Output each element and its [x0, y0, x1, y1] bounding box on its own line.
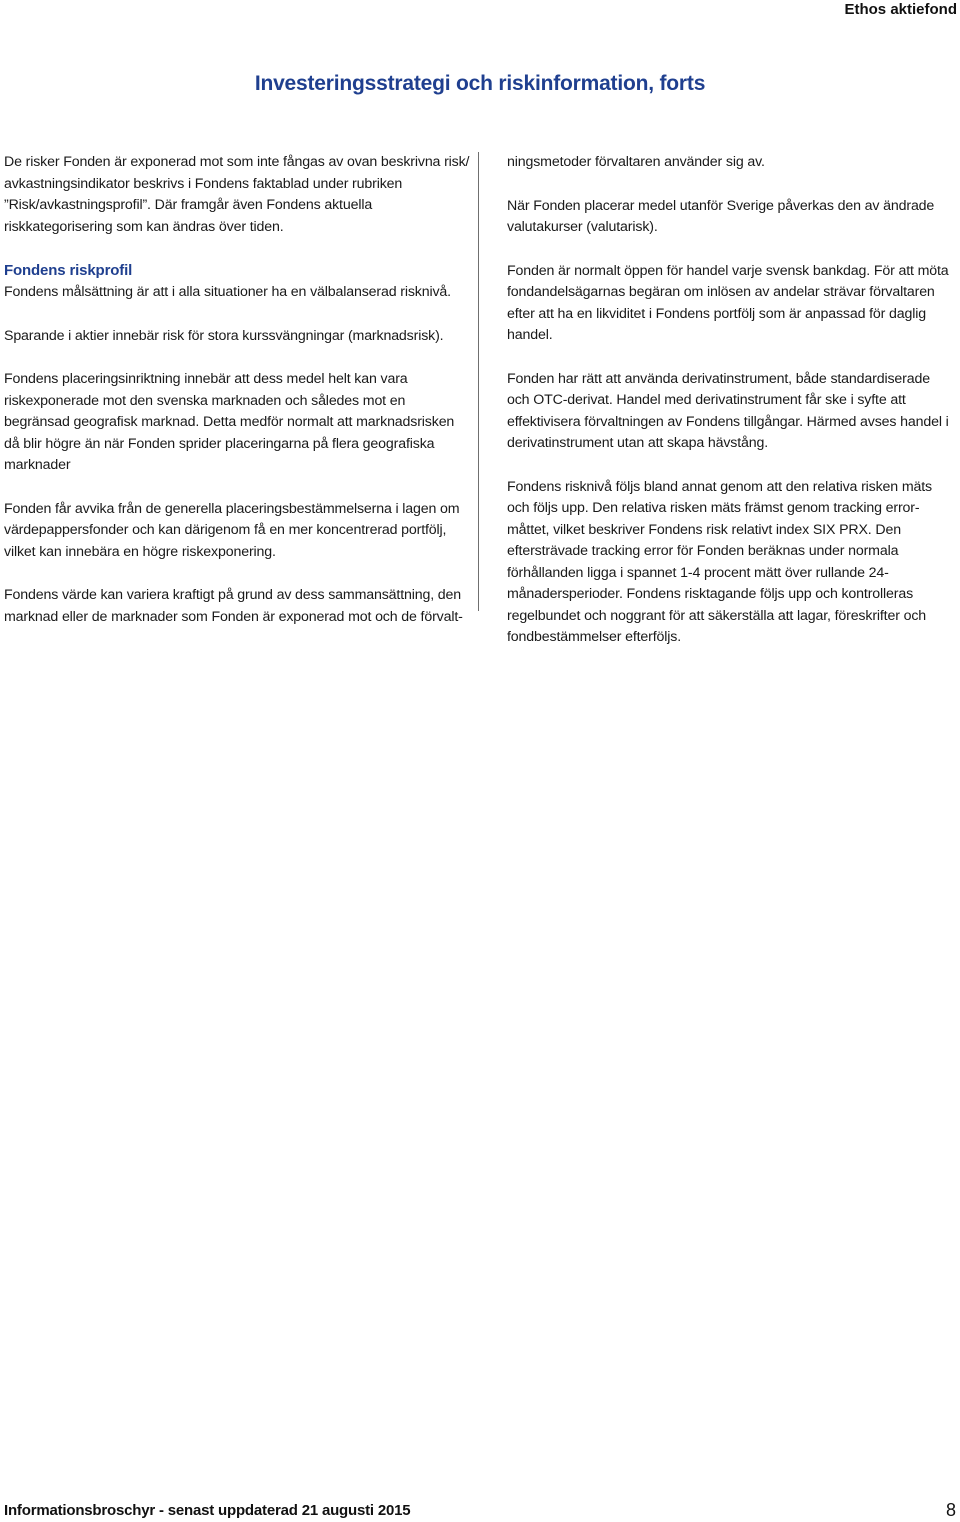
- paragraph-malsattning: Fondens målsättning är att i alla situationer ha en välbalanserad risknivå.: [4, 284, 451, 300]
- paragraph-tracking-error: Fondens risknivå följs bland annat genom att den relativa risken mäts och följs upp. Den relativa risken mäts främst genom tracking error-måttet, vilket beskriver Fondens risk relativt index SIX PRX. Den eftersträvade tracking error för Fonden beräknas under normala förhållanden ligga i spannet 1-4 procent mätt över rullande 24-månadersperioder. Fondens risktagande följs upp och kontrolleras regelbundet och noggrant för att säkerställa att lagar, föreskrifter och fondbestämmelser efterföljs.: [507, 478, 932, 645]
- right-column: [507, 152, 955, 649]
- paragraph-marknadsrisk: Sparande i aktier innebär risk för stora kurssvängningar (marknadsrisk).: [4, 327, 444, 344]
- paragraph-placeringsbestammelser: Fonden får avvika från de generella placeringsbestämmelserna i lagen om värdepappersfonder och kan därigenom få en mer koncentrerad portfölj, vilket kan innebära en högre riskexponering.: [4, 500, 460, 560]
- column-divider: [478, 152, 479, 611]
- section-heading-riskprofil: Fondens riskprofil: [4, 262, 133, 279]
- paragraph-likviditet: Fonden är normalt öppen för handel varje svensk bankdag. För att möta fondandelsägarnas begäran om inlösen av andelar strävar förvaltaren efter att ha en likviditet i Fondens portfölj som är anpassad för daglig handel.: [507, 262, 949, 343]
- paragraph-fondens-varde: Fondens värde kan variera kraftigt på grund av dess sammansättning, den marknad eller de marknader som Fonden är exponerad mot och de förvalt-: [4, 587, 463, 625]
- page-title: Investeringsstrategi och riskinformation, forts: [254, 72, 706, 95]
- paragraph-forvaltningsmetoder: ningsmetoder förvaltaren använder sig av.: [507, 154, 765, 170]
- paragraph-placeringsinriktning: Fondens placeringsinriktning innebär att dess medel helt kan vara riskexponerade mot den svenska marknaden och således mot en begränsad geografisk marknad. Detta medför normalt att marknadsrisken då blir högre än när Fonden sprider placeringarna på flera geografiska marknader: [4, 371, 455, 473]
- footer-text: Informationsbroschyr - senast uppdaterad 21 augusti 2015: [4, 1502, 411, 1519]
- paragraph-derivatinstrument: Fonden har rätt att använda derivatinstrument, både standardiserade och OTC-derivat. Handel med derivatinstrument får ske i syfte att effektivisera förvaltningen av Fondens tillgångar. Härmed avses handel i derivatinstrument utan att skapa hävstång.: [507, 370, 949, 451]
- paragraph-risk-intro: De risker Fonden är exponerad mot som inte fångas av ovan beskrivna risk/ avkastningsindikator beskrivs i Fondens faktablad under rubriken ”Risk/avkastningsprofil”. Där framgår även Fondens aktuella riskkategorisering som kan ändras över tiden.: [4, 154, 470, 235]
- paragraph-valutarisk: När Fonden placerar medel utanför Sverige påverkas den av ändrade valutakurser (valutarisk).: [507, 197, 935, 235]
- left-column: [4, 152, 472, 628]
- page-number: 8: [945, 1500, 956, 1520]
- header-brand: Ethos aktiefond: [844, 1, 957, 18]
